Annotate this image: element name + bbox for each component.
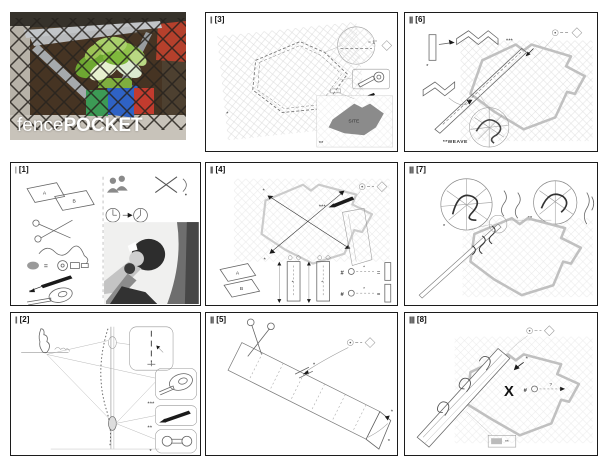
two-people-icon: [107, 176, 128, 193]
panel-6-number: [6]: [415, 15, 426, 24]
attach-footnote: *: [312, 362, 316, 369]
clamp-detail-box: [149, 429, 196, 455]
scale-note: = 1": [368, 40, 377, 46]
sheet-b-label: B: [72, 199, 76, 205]
strip-1-mark: *: [291, 280, 294, 286]
panel-7-number: [7]: [416, 165, 426, 174]
panel-1-tally: |: [15, 167, 16, 174]
panel-5-tally: ||||: [210, 317, 214, 324]
panel-4-tally: |||: [210, 167, 213, 174]
marker-detail-box: [147, 406, 196, 432]
sheet-a-label: A: [42, 191, 47, 197]
scale-detail-circle: [337, 27, 377, 64]
cover-title: [17, 116, 143, 135]
circle-2-footnote: **: [527, 216, 533, 223]
sheet-a-label: A: [235, 271, 240, 277]
panel-4-number: [4]: [215, 165, 226, 174]
panel-2: [10, 312, 201, 456]
panel-2-number: [2]: [19, 315, 30, 324]
wire-tie-icon: [27, 246, 88, 271]
site-label: SITE: [348, 119, 360, 125]
long-strip: [228, 343, 380, 440]
cut-strip-1: [277, 255, 301, 303]
flat-strip-icon: [426, 35, 455, 71]
weave-label: **WEAVE: [442, 140, 468, 146]
eq1-hash: #: [340, 270, 344, 277]
panel-7-header: [409, 165, 426, 174]
clamp-footnote: *: [149, 449, 152, 455]
box-footnote: **: [504, 440, 509, 446]
panel-3-number: [3]: [214, 15, 225, 24]
eq2-star: *: [363, 287, 366, 293]
panel-4-header: [210, 165, 225, 174]
footnote-mark: *: [226, 111, 229, 118]
question-mark: ?: [549, 382, 553, 388]
panel-7-tally: |||||: [409, 167, 414, 174]
strip-2-mark: *: [321, 280, 324, 286]
panel-1: [10, 162, 201, 306]
sheet-b-icon: [224, 279, 260, 297]
diamond-tag-icon: [382, 41, 392, 51]
weave-detail-circle-1: [441, 179, 492, 230]
marker-footnote: ***: [318, 204, 326, 211]
marker-footnote: **: [147, 425, 153, 432]
tape-footnote: ***: [147, 401, 155, 408]
hash-sign: #: [523, 387, 527, 394]
marker-icon: [29, 275, 72, 292]
site-map-inset: [317, 89, 393, 147]
equals-sign: =: [43, 263, 48, 271]
panel-4: [205, 162, 398, 306]
panel-3: [205, 12, 398, 152]
dash-line-inset: [116, 327, 173, 370]
panel-6: [404, 12, 598, 152]
panel-2-tally: ||: [15, 317, 17, 324]
panel-5-number: [5]: [216, 315, 227, 324]
panel-1-number: [1]: [18, 165, 29, 174]
eq1-star: *: [363, 265, 366, 271]
fence-edge-line: [51, 327, 159, 449]
panel-6-header: [409, 15, 425, 24]
panel-2-header: [15, 315, 29, 324]
measure-footnote-2: *: [263, 257, 266, 264]
tape-detail-box: [147, 368, 196, 407]
sheet-b-icon: [55, 191, 94, 211]
hardware-equation-1: [340, 263, 390, 281]
panel-1-header: [15, 165, 29, 174]
panel-8-tally: ||||||: [409, 317, 414, 324]
clock-pair-icon: [106, 208, 147, 222]
panel-6-tally: ||||: [409, 17, 413, 24]
sheet-b-label: B: [239, 287, 244, 293]
circle-1-footnote: *: [442, 224, 446, 231]
hardware-equation-2: [340, 284, 390, 302]
panel-5: [205, 312, 398, 456]
strip-footnote: *: [426, 64, 429, 71]
panel-5-header: [210, 315, 226, 324]
cover-title-bold: POCKET: [63, 115, 143, 136]
panel-8: [404, 312, 598, 456]
sheet-a-icon: [220, 264, 256, 282]
x-mark: X: [503, 383, 514, 400]
rod-footnote: ***: [505, 38, 513, 45]
diamond-tag-icon: [295, 338, 375, 378]
cover-title-regular: fence: [17, 115, 64, 136]
inset-footnote: **: [318, 141, 324, 148]
eq1-equals: =: [376, 270, 381, 277]
eq2-equals: =: [376, 292, 381, 299]
measure-footnote-1: *: [262, 188, 265, 195]
arrow-footnote: *: [525, 356, 528, 363]
end-footnote-1: *: [390, 409, 394, 416]
eq2-hash: #: [340, 292, 344, 299]
panel-8-header: [409, 315, 427, 324]
no-x-icon: [155, 177, 186, 196]
standing-figure: [21, 329, 69, 353]
chain-link-overlay: [10, 18, 186, 130]
panel-3-header: [210, 15, 224, 24]
panel-7: [404, 162, 598, 306]
panel-3-tally: ||: [210, 17, 212, 24]
sheet-a-icon: [27, 183, 64, 203]
weave-detail-circle-2: [528, 181, 577, 224]
end-footnote-2: *: [387, 439, 391, 446]
scissors-icon: [33, 220, 73, 242]
cover-photo: [10, 12, 186, 140]
tape-roll-icon: [27, 286, 74, 305]
panel-8-number: [8]: [416, 315, 427, 324]
person-photo: [104, 222, 199, 304]
